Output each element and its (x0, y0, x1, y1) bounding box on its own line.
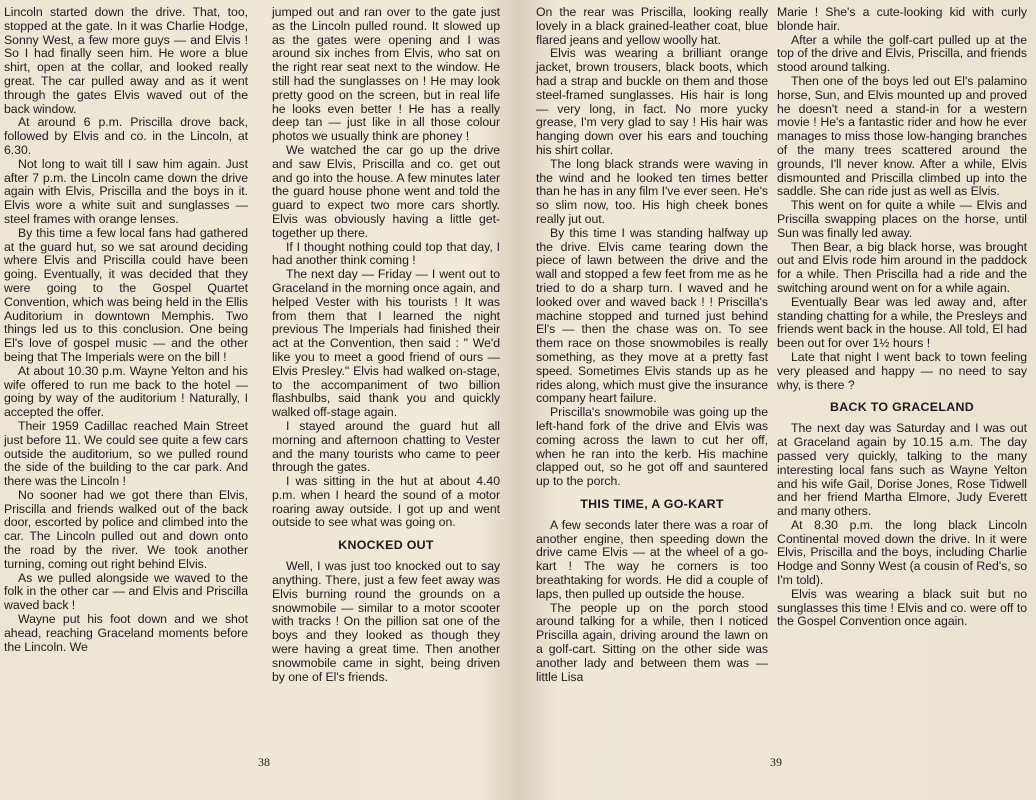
paragraph: The next day was Saturday and I was out at Graceland again by 10.15 a.m. The day passed very quickly, talking to the many interesting local fans such as Wayne Yelton and his wife Gail, Dorise Jones, Rose Tidwell and her friend Martha Elmore, Judy Everett and many others. (777, 421, 1027, 519)
page-number: 39 (770, 755, 782, 769)
paragraph: Then Bear, a big black horse, was brought out and Elvis rode him around in the paddock for a while. Then Priscilla had a ride and the switching around went on for a while again. (777, 239, 1027, 295)
paragraph: jumped out and ran over to the gate just as the Lincoln pulled round. It slowed up as the gates were opening and I was around six inches from Elvis, who sat on the right rear seat next to the window. He still had the sunglasses on ! He may look pretty good on the screen, but in real life he looks even better ! He has a really deep tan — just like in all those colour photos we usually think are phoney ! (272, 5, 500, 144)
paragraph: By this time I was standing halfway up the drive. Elvis came tearing down the piece of lawn between the drive and the wall and stopped a few feet from me as he tried to do a sharp turn. I waved and he looked over and waved back ! ! Priscilla's machine stopped and turned just behind El's — then the chase was on. To see them race on those snowmobiles is really something, as they move at a pretty fast speed. Sometimes Elvis stands up as he rides along, which must give the insurance company heart failure. (536, 225, 768, 406)
paragraph: Then one of the boys led out El's palamino horse, Sun, and Elvis mounted up and proved he doesn't need a stand-in for a western movie ! He's a fantastic rider and how he ever manages to miss those low-hanging branches of the many trees scattered around the grounds, I'll never know. After a while, Elvis dismounted and Priscilla climbed up into the saddle. She can ride just as well as Elvis. (777, 73, 1027, 199)
paragraph: The long black strands were waving in the wind and he looked ten times better than he has in any film I've ever seen. He's so slim now, too. His high cheek bones really jut out. (536, 156, 768, 226)
right-column-1 (536, 6, 768, 684)
paragraph: Priscilla's snowmobile was going up the left-hand fork of the drive and Elvis was coming across the lawn to cut her off, when he ran into the kerb. His machine clapped out, so he got off and sauntered up to the porch. (536, 405, 768, 489)
section-heading: KNOCKED OUT (338, 538, 434, 553)
paragraph: A few seconds later there was a roar of another engine, then speeding down the drive came Elvis — at the wheel of a go-kart ! The way he corners is too breathtaking for words. He did a couple of laps, then pulled up outside the house. (536, 517, 768, 601)
paragraph: Lincoln started down the drive. That, too, stopped at the gate. In it was Charlie Hodge, Sonny West, a few more guys — and Elvis ! So I had finally seen him. He wore a blue shirt, open at the collar, and looked really great. The car pulled away and as it went through the gates Elvis waved out of the back window. (4, 5, 248, 116)
paragraph: No sooner had we got there than Elvis, Priscilla and friends walked out of the back door, escorted by police and climbed into the car. The Lincoln pulled out and down onto the road by the river. We took another turning, coming out right behind Elvis. (4, 487, 248, 571)
page-number: 38 (258, 755, 270, 769)
section-heading: BACK TO GRACELAND (830, 400, 974, 415)
paragraph: At around 6 p.m. Priscilla drove back, followed by Elvis and co. in the Lincoln, at 6.30. (4, 115, 248, 157)
paragraph: By this time a few local fans had gathered at the guard hut, so we sat around deciding where Elvis and Priscilla could have been going. Eventually, it was decided that they were going to the Gospel Quartet Convention, which was being held in the Ellis Auditorium in downtown Memphis. Two things led us to this conclusion. One being El's love of gospel music — and the other being that The Imperials were on the bill ! (4, 225, 248, 364)
paragraph: I was sitting in the hut at about 4.40 p.m. when I heard the sound of a motor roaring away outside. I got up and went outside to see what was going on. (272, 474, 500, 530)
paragraph: If I thought nothing could top that day, I had another think coming ! (272, 239, 500, 268)
paragraph: Elvis was wearing a brilliant orange jacket, brown trousers, black boots, which had a strap and buckle on them and those steel-framed sunglasses. His hair is long — very long, in fact. No more yucky grease, I'm very glad to say ! His hair was hanging down over his ears and touching his shirt collar. (536, 46, 768, 157)
paragraph: Well, I was just too knocked out to say anything. There, just a few feet away was Elvis burning round the grounds on a snowmobile — similar to a motor scooter with tracks ! On the pillion sat one of the boys and they looked as though they were having a great time. Then another snowmobile came in sight, being driven by one of El's friends. (272, 559, 500, 684)
paragraph: At about 10.30 p.m. Wayne Yelton and his wife offered to run me back to the hotel — going by way of the auditorium ! Naturally, I accepted the offer. (4, 363, 248, 420)
right-page (524, 0, 1036, 800)
paragraph: At 8.30 p.m. the long black Lincoln Continental moved down the drive. In it were Elvis, Priscilla and the boys, including Charlie Hodge and Sonny West (a cousin of Red's, so I'm told). (777, 517, 1027, 588)
paragraph: Marie ! She's a cute-looking kid with curly blonde hair. (777, 5, 1027, 33)
paragraph: On the rear was Priscilla, looking really lovely in a black grained-leather coat, blue flared jeans and yellow woolly hat. (536, 5, 768, 47)
paragraph: Eventually Bear was led away and, after standing chatting for a while, the Presleys and friends went back in the house. All told, El had been out for over 1½ hours ! (777, 294, 1027, 351)
section-heading: THIS TIME, A GO-KART (580, 496, 724, 511)
paragraph: The people up on the porch stood around talking for a while, then I noticed Priscilla again, driving around the lawn on a golf-cart. Sitting on the other side was another lady and between them was — little Lisa (536, 600, 768, 684)
paragraph: This went on for quite a while — Elvis and Priscilla swapping places on the horse, until Sun was finally led away. (777, 198, 1027, 240)
paragraph: The next day — Friday — I went out to Graceland in the morning once again, and helped Vester with his tourists ! It was from them that I learned the night previous The Imperials had finished their act at the Convention, then said : " We'd like you to meet a good friend of ours — Elvis Presley." Elvis had walked on-stage, to the accompaniment of two billion flashbulbs, said thank you and quickly walked off-stage again. (272, 267, 500, 420)
left-column-2 (272, 6, 500, 684)
paragraph: After a while the golf-cart pulled up at the top of the drive and Elvis, Priscilla, and friends stood around talking. (777, 32, 1027, 75)
left-column-1 (4, 6, 248, 654)
paragraph: As we pulled alongside we waved to the folk in the other car — and Elvis and Priscilla waved back ! (4, 570, 248, 613)
paragraph: Wayne put his foot down and we shot ahead, reaching Graceland moments before the Lincoln. We (4, 612, 248, 654)
paragraph: We watched the car go up the drive and saw Elvis, Priscilla and co. get out and go into the house. A few minutes later the guard house phone went and told the guard to expect two more cars shortly. Elvis was obviously having a little get-together up there. (272, 142, 500, 240)
right-column-2 (777, 6, 1027, 629)
paragraph: Late that night I went back to town feeling very pleased and happy — no need to say why, is there ? (777, 349, 1027, 392)
paragraph: I stayed around the guard hut all morning and afternoon chatting to Vester and the many tourists who came to peer through the gates. (272, 418, 500, 475)
left-page (0, 0, 510, 800)
paragraph: Not long to wait till I saw him again. Just after 7 p.m. the Lincoln came down the drive again with Elvis, Priscilla and the boys in it. Elvis wore a white suit and sunglasses — steel frames with orange lenses. (4, 156, 248, 226)
paragraph: Their 1959 Cadillac reached Main Street just before 11. We could see quite a few cars outside the auditorium, so we pulled round the side of the building to the car park. And there was the Lincoln ! (4, 418, 248, 489)
paragraph: Elvis was wearing a black suit but no sunglasses this time ! Elvis and co. were off to the Gospel Convention once again. (777, 586, 1027, 629)
